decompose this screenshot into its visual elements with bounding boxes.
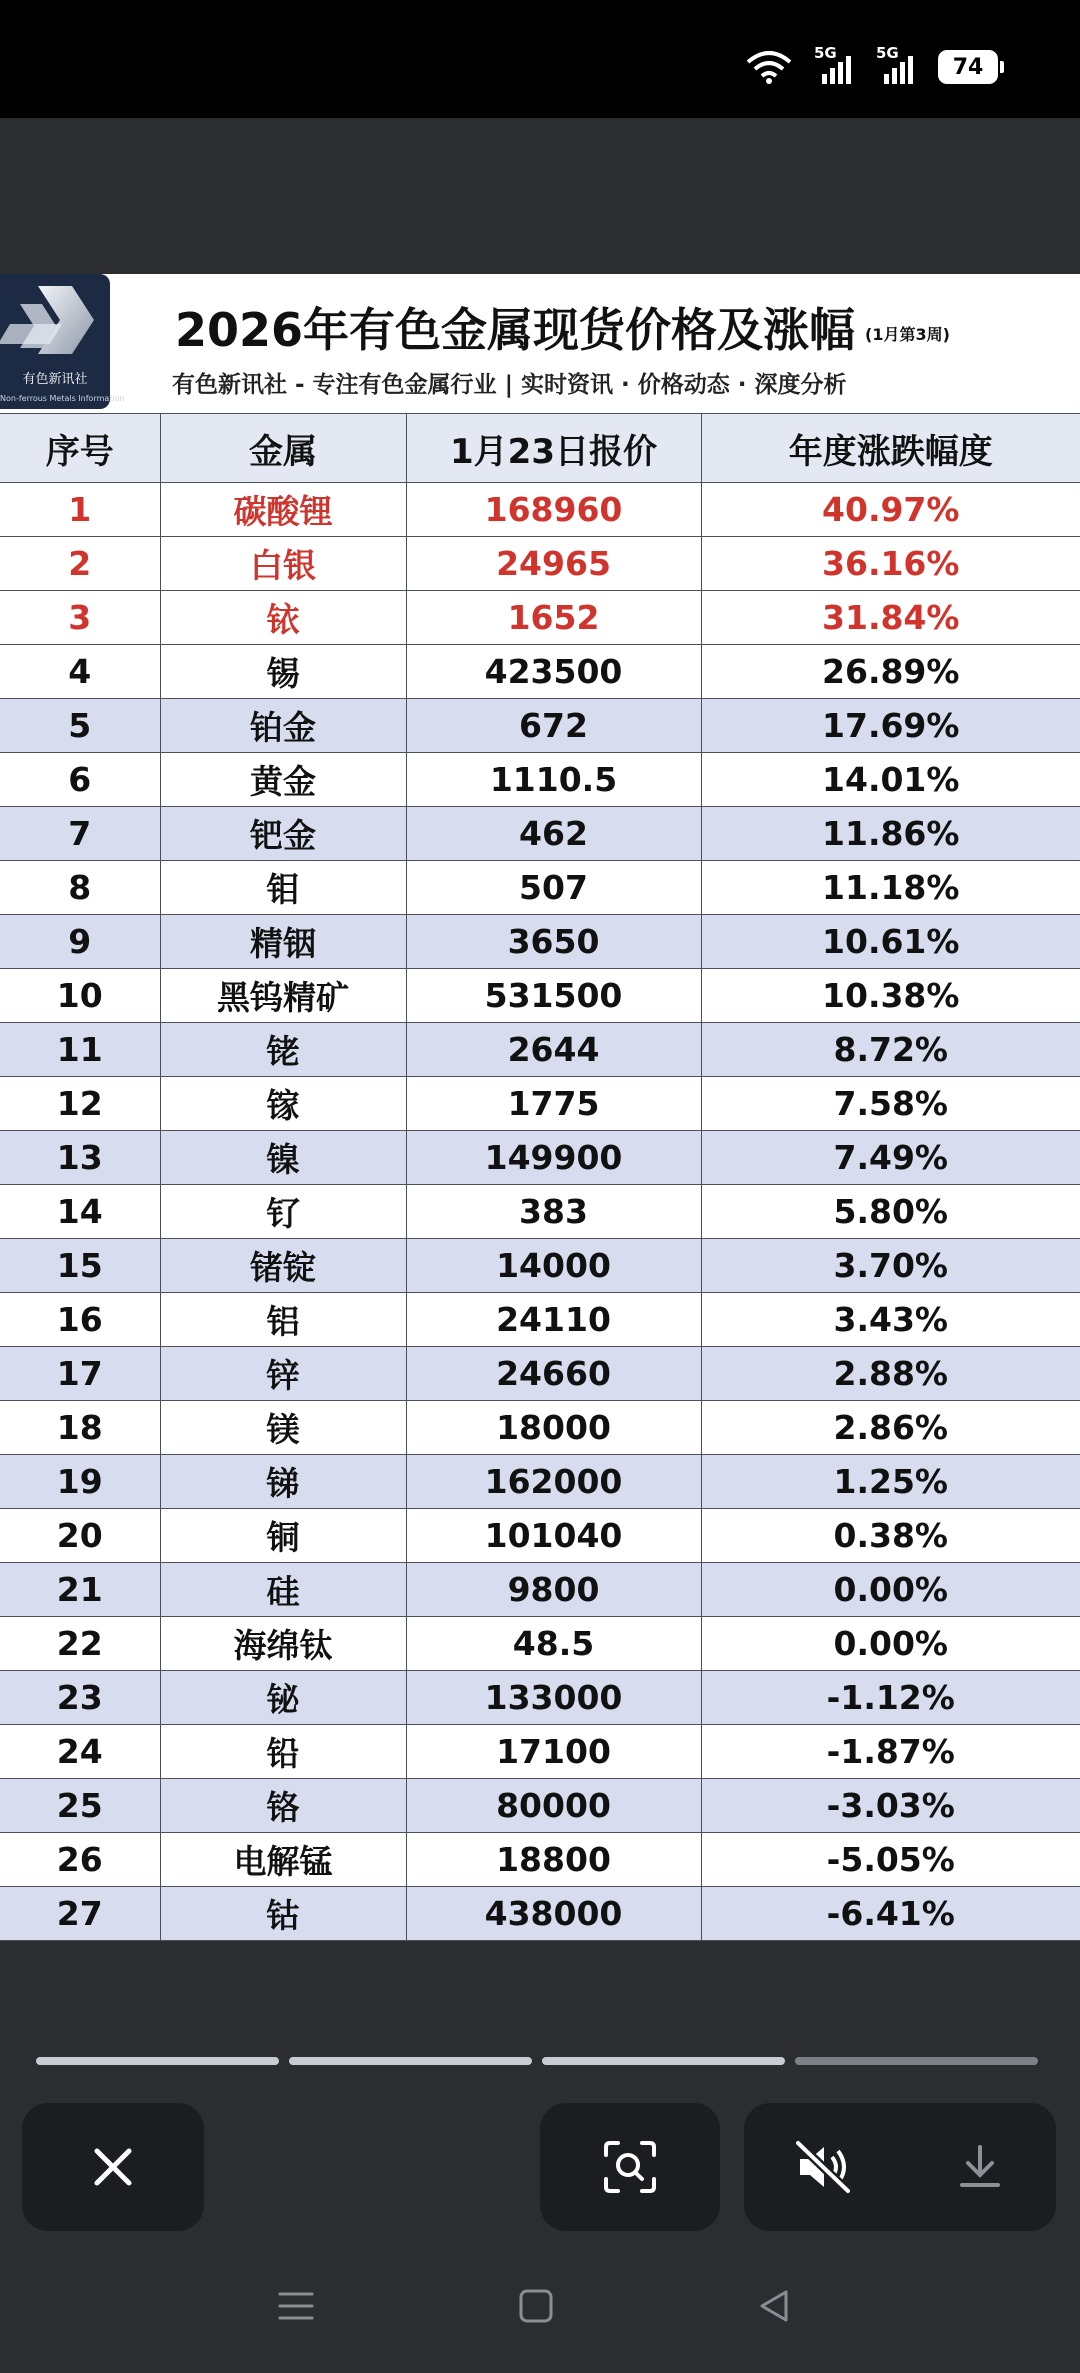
page-indicator bbox=[36, 2057, 1038, 2065]
row-price: 133000 bbox=[406, 1671, 701, 1725]
network-type-2: 5G bbox=[876, 44, 899, 62]
row-price: 462 bbox=[406, 807, 701, 861]
row-price: 149900 bbox=[406, 1131, 701, 1185]
wifi-icon bbox=[746, 50, 792, 84]
row-index: 5 bbox=[0, 699, 160, 753]
row-metal: 铱 bbox=[160, 591, 406, 645]
table-row bbox=[0, 753, 1080, 807]
row-change: -6.41% bbox=[701, 1887, 1080, 1941]
menu-icon[interactable] bbox=[276, 2286, 316, 2326]
table-row bbox=[0, 591, 1080, 645]
system-nav-bar bbox=[0, 2240, 1080, 2373]
close-button[interactable] bbox=[22, 2103, 204, 2231]
row-index: 22 bbox=[0, 1617, 160, 1671]
row-index: 7 bbox=[0, 807, 160, 861]
row-price: 18000 bbox=[406, 1401, 701, 1455]
row-index: 4 bbox=[0, 645, 160, 699]
table-row bbox=[0, 1779, 1080, 1833]
table-row bbox=[0, 483, 1080, 537]
row-metal: 白银 bbox=[160, 537, 406, 591]
table-row bbox=[0, 1185, 1080, 1239]
row-change: 3.43% bbox=[701, 1293, 1080, 1347]
row-change: 11.18% bbox=[701, 861, 1080, 915]
row-metal: 硅 bbox=[160, 1563, 406, 1617]
table-row bbox=[0, 537, 1080, 591]
row-metal: 黄金 bbox=[160, 753, 406, 807]
row-change: -1.87% bbox=[701, 1725, 1080, 1779]
page-indicator-segment bbox=[542, 2057, 785, 2065]
row-change: 0.00% bbox=[701, 1617, 1080, 1671]
row-index: 26 bbox=[0, 1833, 160, 1887]
row-index: 8 bbox=[0, 861, 160, 915]
row-index: 1 bbox=[0, 483, 160, 537]
table-row bbox=[0, 1833, 1080, 1887]
back-icon[interactable] bbox=[754, 2286, 794, 2326]
row-change: 10.61% bbox=[701, 915, 1080, 969]
table-row bbox=[0, 1671, 1080, 1725]
row-price: 101040 bbox=[406, 1509, 701, 1563]
download-icon[interactable] bbox=[954, 2141, 1006, 2193]
table-row bbox=[0, 1293, 1080, 1347]
home-icon[interactable] bbox=[516, 2286, 556, 2326]
row-change: 5.80% bbox=[701, 1185, 1080, 1239]
row-metal: 铋 bbox=[160, 1671, 406, 1725]
table-row bbox=[0, 1455, 1080, 1509]
row-price: 438000 bbox=[406, 1887, 701, 1941]
col-header-metal: 金属 bbox=[160, 414, 406, 483]
row-metal: 海绵钛 bbox=[160, 1617, 406, 1671]
row-index: 24 bbox=[0, 1725, 160, 1779]
status-bar bbox=[0, 0, 1080, 118]
row-index: 23 bbox=[0, 1671, 160, 1725]
row-price: 24110 bbox=[406, 1293, 701, 1347]
row-price: 80000 bbox=[406, 1779, 701, 1833]
row-change: 10.38% bbox=[701, 969, 1080, 1023]
signal-icon-sim1 bbox=[814, 44, 854, 84]
row-price: 168960 bbox=[406, 483, 701, 537]
table-row bbox=[0, 1563, 1080, 1617]
row-change: 1.25% bbox=[701, 1455, 1080, 1509]
row-index: 14 bbox=[0, 1185, 160, 1239]
row-change: 2.86% bbox=[701, 1401, 1080, 1455]
row-change: 26.89% bbox=[701, 645, 1080, 699]
row-metal: 铂金 bbox=[160, 699, 406, 753]
table-row bbox=[0, 1617, 1080, 1671]
row-change: 11.86% bbox=[701, 807, 1080, 861]
row-metal: 镍 bbox=[160, 1131, 406, 1185]
row-change: 7.49% bbox=[701, 1131, 1080, 1185]
row-price: 1775 bbox=[406, 1077, 701, 1131]
logo-subtext: Non-ferrous Metals Information bbox=[0, 394, 125, 403]
row-index: 21 bbox=[0, 1563, 160, 1617]
table-subtitle: 有色新讯社 - 专注有色金属行业 | 实时资讯 · 价格动态 · 深度分析 bbox=[172, 372, 847, 398]
battery-level: 74 bbox=[952, 54, 984, 80]
row-price: 14000 bbox=[406, 1239, 701, 1293]
row-index: 25 bbox=[0, 1779, 160, 1833]
row-change: 14.01% bbox=[701, 753, 1080, 807]
row-change: 8.72% bbox=[701, 1023, 1080, 1077]
row-metal: 锌 bbox=[160, 1347, 406, 1401]
row-price: 9800 bbox=[406, 1563, 701, 1617]
row-price: 383 bbox=[406, 1185, 701, 1239]
mute-icon[interactable] bbox=[794, 2139, 854, 2195]
close-icon bbox=[89, 2143, 137, 2191]
table-row bbox=[0, 861, 1080, 915]
row-price: 507 bbox=[406, 861, 701, 915]
row-metal: 铝 bbox=[160, 1293, 406, 1347]
row-change: 17.69% bbox=[701, 699, 1080, 753]
row-index: 27 bbox=[0, 1887, 160, 1941]
row-metal: 精铟 bbox=[160, 915, 406, 969]
page-indicator-segment bbox=[36, 2057, 279, 2065]
table-title-text: 2026年有色金属现货价格及涨幅 bbox=[175, 303, 856, 357]
row-metal: 电解锰 bbox=[160, 1833, 406, 1887]
table-row bbox=[0, 1401, 1080, 1455]
table-row bbox=[0, 915, 1080, 969]
row-index: 12 bbox=[0, 1077, 160, 1131]
page-indicator-segment bbox=[289, 2057, 532, 2065]
row-price: 17100 bbox=[406, 1725, 701, 1779]
row-metal: 铅 bbox=[160, 1725, 406, 1779]
row-metal: 钴 bbox=[160, 1887, 406, 1941]
table-row bbox=[0, 1725, 1080, 1779]
publisher-logo bbox=[0, 274, 125, 409]
table-header-row bbox=[0, 414, 1080, 483]
table-row bbox=[0, 699, 1080, 753]
price-table bbox=[0, 413, 1080, 1941]
row-metal: 锡 bbox=[160, 645, 406, 699]
price-table-image[interactable] bbox=[0, 274, 1080, 1940]
table-title-note: (1月第3周) bbox=[865, 325, 950, 344]
row-metal: 碳酸锂 bbox=[160, 483, 406, 537]
row-index: 19 bbox=[0, 1455, 160, 1509]
network-type-1: 5G bbox=[814, 44, 837, 62]
row-index: 2 bbox=[0, 537, 160, 591]
row-metal: 铬 bbox=[160, 1779, 406, 1833]
row-metal: 锗锭 bbox=[160, 1239, 406, 1293]
row-metal: 铜 bbox=[160, 1509, 406, 1563]
row-price: 672 bbox=[406, 699, 701, 753]
table-row bbox=[0, 1347, 1080, 1401]
table-title bbox=[175, 294, 950, 360]
row-index: 17 bbox=[0, 1347, 160, 1401]
row-metal: 黑钨精矿 bbox=[160, 969, 406, 1023]
row-price: 2644 bbox=[406, 1023, 701, 1077]
row-change: 40.97% bbox=[701, 483, 1080, 537]
table-row bbox=[0, 1509, 1080, 1563]
row-price: 24660 bbox=[406, 1347, 701, 1401]
status-icons bbox=[746, 44, 998, 84]
table-row bbox=[0, 645, 1080, 699]
row-index: 6 bbox=[0, 753, 160, 807]
image-search-button[interactable] bbox=[540, 2103, 720, 2231]
row-index: 10 bbox=[0, 969, 160, 1023]
row-change: 7.58% bbox=[701, 1077, 1080, 1131]
row-price: 162000 bbox=[406, 1455, 701, 1509]
row-price: 1110.5 bbox=[406, 753, 701, 807]
page-indicator-segment-active bbox=[795, 2057, 1038, 2065]
row-metal: 钌 bbox=[160, 1185, 406, 1239]
row-price: 48.5 bbox=[406, 1617, 701, 1671]
table-row bbox=[0, 1131, 1080, 1185]
row-index: 20 bbox=[0, 1509, 160, 1563]
table-row bbox=[0, 1023, 1080, 1077]
col-header-change: 年度涨跌幅度 bbox=[701, 414, 1080, 483]
row-change: 36.16% bbox=[701, 537, 1080, 591]
col-header-price: 1月23日报价 bbox=[406, 414, 701, 483]
scan-search-icon bbox=[602, 2139, 658, 2195]
table-row bbox=[0, 1887, 1080, 1941]
row-change: 0.38% bbox=[701, 1509, 1080, 1563]
row-metal: 镓 bbox=[160, 1077, 406, 1131]
row-change: 3.70% bbox=[701, 1239, 1080, 1293]
row-index: 11 bbox=[0, 1023, 160, 1077]
row-change: -3.03% bbox=[701, 1779, 1080, 1833]
row-metal: 钼 bbox=[160, 861, 406, 915]
row-metal: 锑 bbox=[160, 1455, 406, 1509]
row-index: 16 bbox=[0, 1293, 160, 1347]
row-change: 2.88% bbox=[701, 1347, 1080, 1401]
row-price: 423500 bbox=[406, 645, 701, 699]
row-metal: 钯金 bbox=[160, 807, 406, 861]
row-metal: 镁 bbox=[160, 1401, 406, 1455]
row-index: 3 bbox=[0, 591, 160, 645]
row-change: 31.84% bbox=[701, 591, 1080, 645]
row-change: 0.00% bbox=[701, 1563, 1080, 1617]
row-index: 18 bbox=[0, 1401, 160, 1455]
logo-text: 有色新讯社 bbox=[22, 372, 88, 387]
row-index: 13 bbox=[0, 1131, 160, 1185]
media-controls bbox=[744, 2103, 1056, 2231]
row-price: 531500 bbox=[406, 969, 701, 1023]
row-price: 18800 bbox=[406, 1833, 701, 1887]
row-index: 9 bbox=[0, 915, 160, 969]
battery-icon bbox=[938, 50, 998, 84]
row-price: 3650 bbox=[406, 915, 701, 969]
row-change: -5.05% bbox=[701, 1833, 1080, 1887]
table-row bbox=[0, 969, 1080, 1023]
row-price: 24965 bbox=[406, 537, 701, 591]
row-index: 15 bbox=[0, 1239, 160, 1293]
signal-icon-sim2 bbox=[876, 44, 916, 84]
row-price: 1652 bbox=[406, 591, 701, 645]
table-row bbox=[0, 807, 1080, 861]
table-row bbox=[0, 1239, 1080, 1293]
table-row bbox=[0, 1077, 1080, 1131]
col-header-index: 序号 bbox=[0, 414, 160, 483]
row-metal: 铑 bbox=[160, 1023, 406, 1077]
row-change: -1.12% bbox=[701, 1671, 1080, 1725]
